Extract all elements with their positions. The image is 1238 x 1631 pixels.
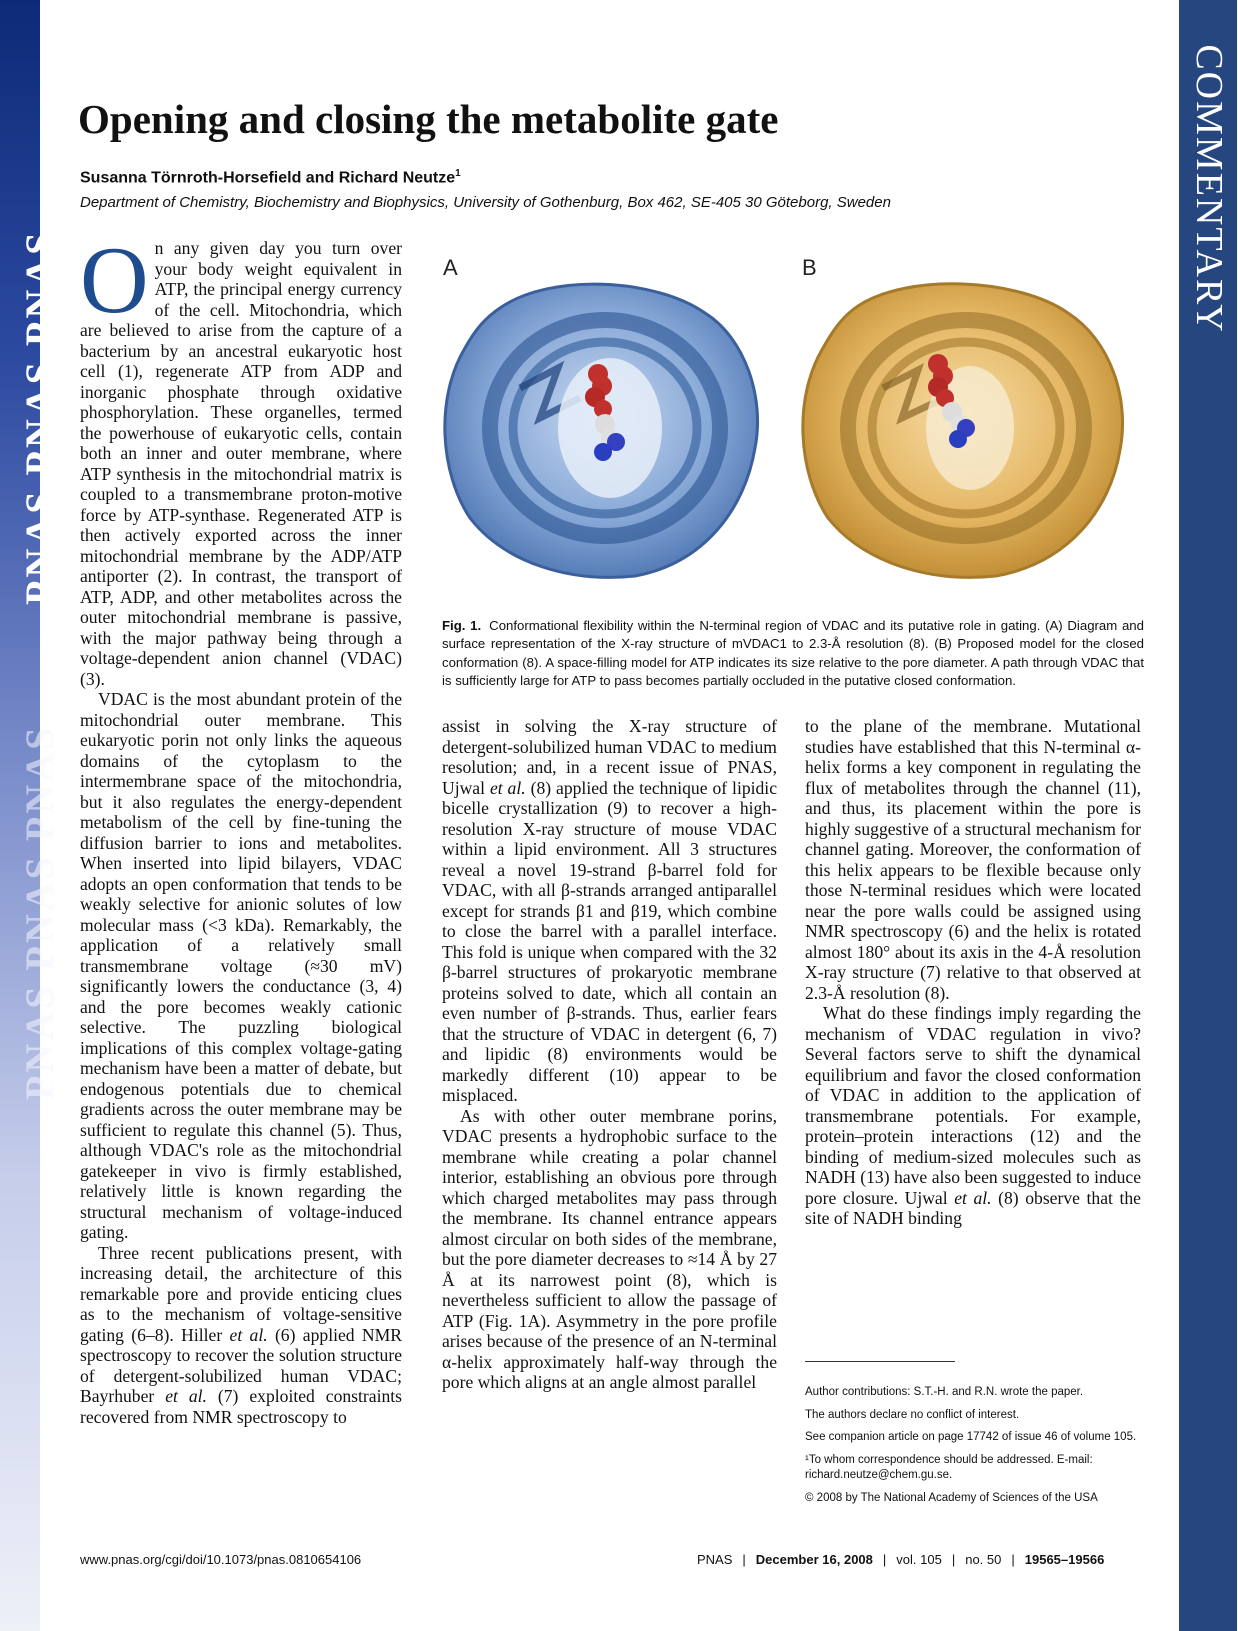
- paragraph: What do these findings imply regarding the mechanism of VDAC regulation in vivo? Several factors serve to shift the dynamical equilibrium and favor the closed conformation of VDAC in addition to the application of transmembrane potentials. For example, protein–protein interactions (12) and the binding of medium-sized molecules such as NADH (13) have also been suggested to induce pore closure. Ujwal et al. (8) observe that the site of NADH binding: [805, 1003, 1141, 1228]
- paragraph: VDAC is the most abundant protein of the mitochondrial outer membrane. This eukaryotic porin not only links the aqueous domains of the cytoplasm to the intermembrane space of the mitochondria, but it also regulates the energy-dependent metabolism of the cell by fine-tuning the diffusion barrier to ions and metabolites. When inserted into lipid bilayers, VDAC adopts an open conformation that tends to be weakly selective for anionic solutes of low molecular mass (<3 kDa). Remarkably, the application of a relatively small transmembrane voltage (≈30 mV) significantly lowers the conductance (3, 4) and the pore becomes weakly cationic selective. The puzzling biological implications of this complex voltage-gating mechanism have been a matter of debate, but endogenous potentials due to chemical gradients across the outer membrane may be sufficient to regulate this channel (5). Thus, although VDAC's role as the mitochondrial gatekeeper in vivo is firmly established, relatively little is known regarding the structural mechanism of voltage-induced gating.: [80, 689, 402, 1242]
- vdac-open-structure-image: [440, 278, 766, 580]
- pnas-watermark: PNAS PNAS PNAS: [17, 229, 62, 605]
- vdac-closed-structure-image: [798, 278, 1132, 580]
- footnote: ¹To whom correspondence should be addressed. E-mail: richard.neutze@chem.gu.se.: [805, 1453, 1093, 1481]
- body-column-2: [442, 716, 777, 1393]
- footnote: Author contributions: S.T.-H. and R.N. wrote the paper.: [805, 1386, 1084, 1398]
- pnas-side-strip: [0, 0, 62, 1631]
- paragraph: Three recent publications present, with increasing detail, the architecture of this remarkable pore and provide enticing clues as to the mechanism of voltage-sensitive gating (6–8). Hiller et al. (6) applied NMR spectroscopy to recover the solution structure of detergent-solubilized human VDAC; Bayrhuber et al. (7) exploited constraints recovered from NMR spectroscopy to: [80, 1242, 402, 1427]
- body-column-3: [805, 716, 1141, 1229]
- footnote-rule: [805, 1361, 955, 1362]
- doi-link[interactable]: www.pnas.org/cgi/doi/10.1073/pnas.0810654106: [80, 1552, 362, 1567]
- footnote: © 2008 by The National Academy of Sciences of the USA: [805, 1491, 1098, 1504]
- body-column-1: [80, 227, 402, 1427]
- drop-cap: O: [80, 227, 149, 333]
- figure-panel-label-b: B: [802, 255, 817, 280]
- figure-caption: Fig. 1. Conformational flexibility within the N-terminal region of VDAC and its putative role in gating. (A) Diagram and surface representation of the X-ray structure of mVDAC1 to 2.3-Å resolution (8). (B) Proposed model for the closed conformation (8). A space-filling model for ATP indicates its size relative to the pore diameter. A path through VDAC that is sufficiently large for ATP to pass becomes partially occluded in the putative closed conformation.: [442, 618, 1144, 689]
- commentary-side-strip: [1179, 0, 1237, 1631]
- paragraph: On any given day you turn over your body weight equivalent in ATP, the principal energy currency of the cell. Mitochondria, which are believed to arise from the capture of a bacterium by an ancestral eukaryotic host cell (1), regenerate ATP from ADP and inorganic phosphate through oxidative phosphorylation. These organelles, termed the powerhouse of eukaryotic cells, contain both an inner and outer membrane, where ATP synthesis in the mitochondrial matrix is coupled to a transmembrane proton-motive force by ATP-synthase. Regenerated ATP is then actively exported across the inner mitochondrial membrane by the ADP/ATP antiporter (2). In contrast, the transport of ATP, ADP, and other metabolites across the outer mitochondrial membrane is passive, with the major pathway being through a voltage-dependent anion channel (VDAC) (3).: [80, 227, 402, 689]
- footnotes: [805, 1385, 1145, 1513]
- section-label: COMMENTARY: [1188, 44, 1230, 334]
- pnas-watermark-faded: PNAS PNAS PNAS: [17, 724, 62, 1100]
- paragraph: assist in solving the X-ray structure of detergent-solubilized human VDAC to medium resolution; and, in a recent issue of PNAS, Ujwal et al. (8) applied the technique of lipidic bicelle crystallization (9) to recover a high-resolution X-ray structure of mouse VDAC within a lipid environment. All 3 structures reveal a novel 19-strand β-barrel fold for VDAC, with all β-strands arranged antiparallel except for strands β1 and β19, which combine to close the barrel with a parallel interface. This fold is unique when compared with the 32 β-barrel structures of prokaryotic membrane proteins solved to date, which all contain an even number of β-strands. Thus, earlier fears that the structure of VDAC in detergent (6, 7) and lipidic (8) environments would be markedly different (10) appear to be misplaced.: [442, 716, 778, 1105]
- author-list: Susanna Törnroth-Horsefield and Richard Neutze$^1$: [80, 168, 461, 187]
- citation-footer: PNAS | December 16, 2008 | vol. 105 | no. 50 | 19565–19566: [697, 1552, 1105, 1567]
- paragraph: to the plane of the membrane. Mutational studies have established that this N-terminal α-helix forms a key component in regulating the flux of metabolites through the channel (11), and thus, its placement within the pore is highly suggestive of a structural mechanism for channel gating. Moreover, the conformation of this helix appears to be flexible because only those N-terminal residues which were located near the pore walls could be assigned using NMR spectroscopy (6) and the helix is rotated almost 180° about its axis in the 4-Å resolution X-ray structure (7) relative to that observed at 2.3-Å resolution (8).: [805, 716, 1141, 1003]
- footnote: The authors declare no conflict of interest.: [805, 1408, 1020, 1421]
- footnote: See companion article on page 17742 of issue 46 of volume 105.: [805, 1431, 1137, 1443]
- paragraph: As with other outer membrane porins, VDAC presents a hydrophobic surface to the membrane while creating a polar channel interior, establishing an obvious pore through which charged metabolites may pass through the membrane. Its channel entrance appears almost circular on both sides of the membrane, but the pore diameter decreases to ≈14 Å by 27 Å at its narrowest point (8), which is nevertheless sufficient to allow the passage of ATP (Fig. 1A). Asymmetry in the pore profile arises because of the presence of an N-terminal α-helix approximately half-way through the pore which aligns at an angle almost parallel: [442, 1105, 777, 1392]
- affiliation: Department of Chemistry, Biochemistry and Biophysics, University of Gothenburg, Box 462, SE-405 30 Göteborg, Sweden: [80, 194, 891, 211]
- article-title: Opening and closing the metabolite gate: [78, 96, 779, 142]
- figure-panel-label-a: A: [443, 255, 458, 280]
